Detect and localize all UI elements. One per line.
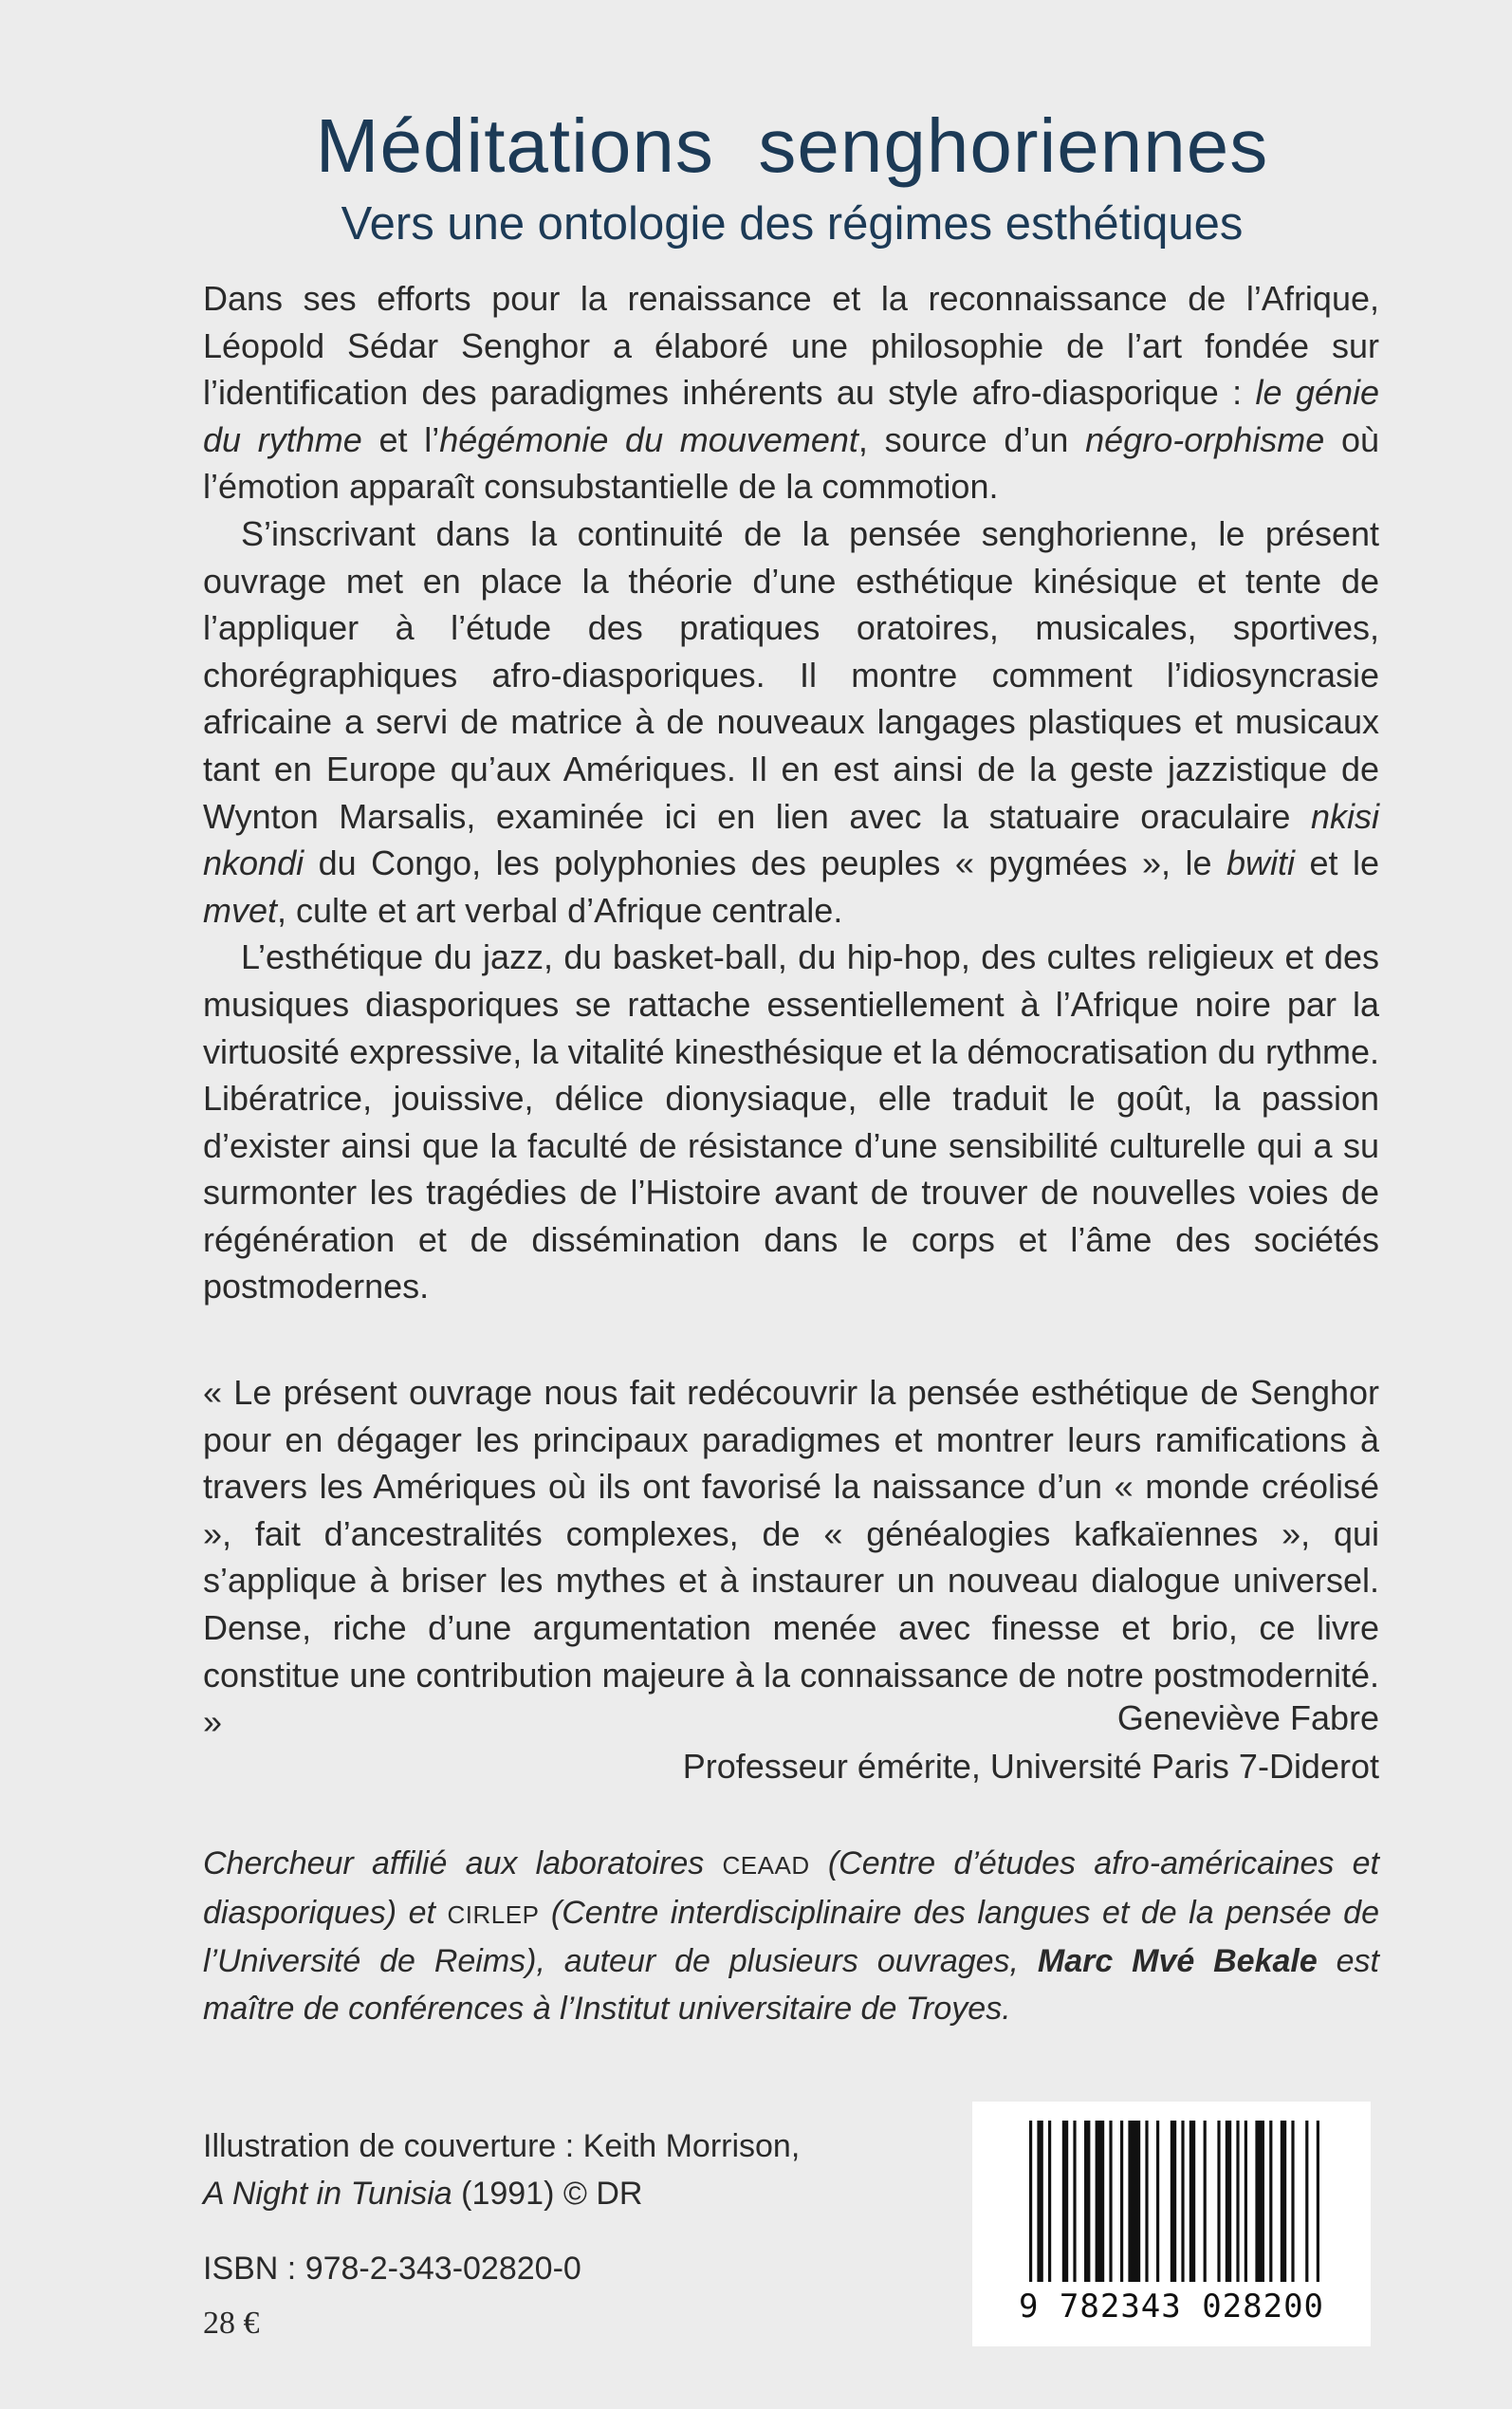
barcode-bar [1120, 2121, 1123, 2282]
barcode-bar [1181, 2121, 1184, 2282]
isbn: ISBN : 978-2-343-02820-0 [203, 2251, 581, 2287]
quote-author: Geneviève Fabre [1116, 1698, 1379, 1737]
summary-paragraph-2: S’inscrivant dans la continuité de la pensée senghorienne, le présent ouvrage met en place la théorie d’une esthétique kinésique et tente de l’appliquer à l’étude des pratiques oratoires, musicales, sportives, chorégraphiques afro-diasporiques. Il montre comment l’idiosyncrasie africaine a servi de matrice à de nouveaux langages plastiques et musicaux tant en Europe qu’aux Amériques. Il en est ainsi de la geste jazzistique de Wynton Marsalis, examinée ici en lien avec la statuaire oraculaire nkisi nkondi du Congo, les polyphonies des peuples « pygmées », le bwiti et le mvet, culte et art verbal d’Afrique centrale. [203, 513, 1380, 930]
cover-credit: Illustration de couverture : Keith Morrison, A Night in Tunisia (1991) © DR [203, 2128, 801, 2212]
price: 28 € [203, 2306, 260, 2341]
author-bio: Chercheur affilié aux laboratoires CEAAD (Centre d’études afro-américaines et diasporiques) et CIRLEP (Centre interdisciplinaire des langues et de la pensée de l’Université de Reims), auteur de plusieurs ouvrages, Marc Mvé Bekale est maître de conférences à l’Institut universitaire de Troyes. [203, 1845, 1379, 2027]
barcode-bar [1037, 2121, 1042, 2282]
author-name: Marc Mvé Bekale [1037, 1943, 1318, 1979]
summary-paragraph-3: L’esthétique du jazz, du basket-ball, du hip-hop, des cultes religieux et des musiques diasporiques se rattache essentiellement à l’Afrique noire par la virtuosité expressive, la vitalité kinesthésique et la démocratisation du rythme. Libératrice, jouissive, délice dionysiaque, elle traduit le goût, la passion d’exister ainsi que la faculté de résistance d’une sensibilité culturelle qui a su surmonter les tragédies de l’Histoire avant de trouver de nouvelles voies de régénération et de dissémination dans le corps et l’âme des sociétés postmodernes. [203, 937, 1379, 1306]
barcode-bar [1204, 2121, 1207, 2282]
barcode-bar [1084, 2121, 1090, 2282]
barcode-bar [1281, 2121, 1286, 2282]
barcode-bar [1217, 2121, 1220, 2282]
barcode-bar [1171, 2121, 1176, 2282]
barcode-bar [1029, 2121, 1032, 2282]
barcode-digits: 9 782343 028200 [1018, 2288, 1325, 2326]
barcode-bar [1062, 2121, 1068, 2282]
book-title: Méditations senghoriennes [315, 103, 1269, 188]
barcode-bars-icon [972, 2102, 1371, 2291]
barcode-bar [1189, 2121, 1195, 2282]
barcode-bar [1128, 2121, 1140, 2282]
barcode-bar [1236, 2121, 1239, 2282]
barcode-bar [1109, 2121, 1112, 2282]
barcode-bar [1073, 2121, 1076, 2282]
barcode-bar [1226, 2121, 1231, 2282]
barcode-bar [1317, 2121, 1319, 2282]
barcode [972, 2102, 1371, 2346]
summary-paragraph-1: Dans ses efforts pour la renaissance et la reconnaissance de l’Afrique, Léopold Sédar Senghor a élaboré une philosophie de l’art fondée sur l’identification des paradigmes inhérents au style afro-diasporique : le génie du rythme et l’hégémonie du mouvement, source d’un négro-orphisme où l’émotion apparaît consubstantielle de la commotion. [203, 279, 1380, 507]
quote-text: « Le présent ouvrage nous fait redécouvrir la pensée esthétique de Senghor pour en dégager les principaux paradigmes et montrer leurs ramifications à travers les Amériques où ils ont favorisé la naissance d’un « monde créolisé », fait d’ancestralités complexes, de « généalogies kafkaïennes », qui s’applique à briser les mythes et à instaurer un nouveau dialogue universel. Dense, riche d’une argumentation menée avec finesse et brio, ce livre constitue une contribution majeure à la connaissance de notre postmodernité. » [203, 1373, 1379, 1742]
barcode-bar [1245, 2121, 1247, 2282]
barcode-bar [1145, 2121, 1148, 2282]
summary-text [203, 275, 1379, 1310]
barcode-bar [1048, 2121, 1051, 2282]
barcode-bar [1156, 2121, 1159, 2282]
barcode-bar [1096, 2121, 1105, 2282]
barcode-bar [1255, 2121, 1264, 2282]
barcode-bar [1305, 2121, 1308, 2282]
review-quote [203, 1369, 1379, 1746]
barcode-bar [1269, 2121, 1272, 2282]
book-subtitle: Vers une ontologie des régimes esthétiques [341, 198, 1244, 250]
barcode-bar [1291, 2121, 1294, 2282]
artwork-title: A Night in Tunisia [203, 2176, 452, 2212]
quote-author-role: Professeur émérite, Université Paris 7-Diderot [682, 1747, 1379, 1786]
